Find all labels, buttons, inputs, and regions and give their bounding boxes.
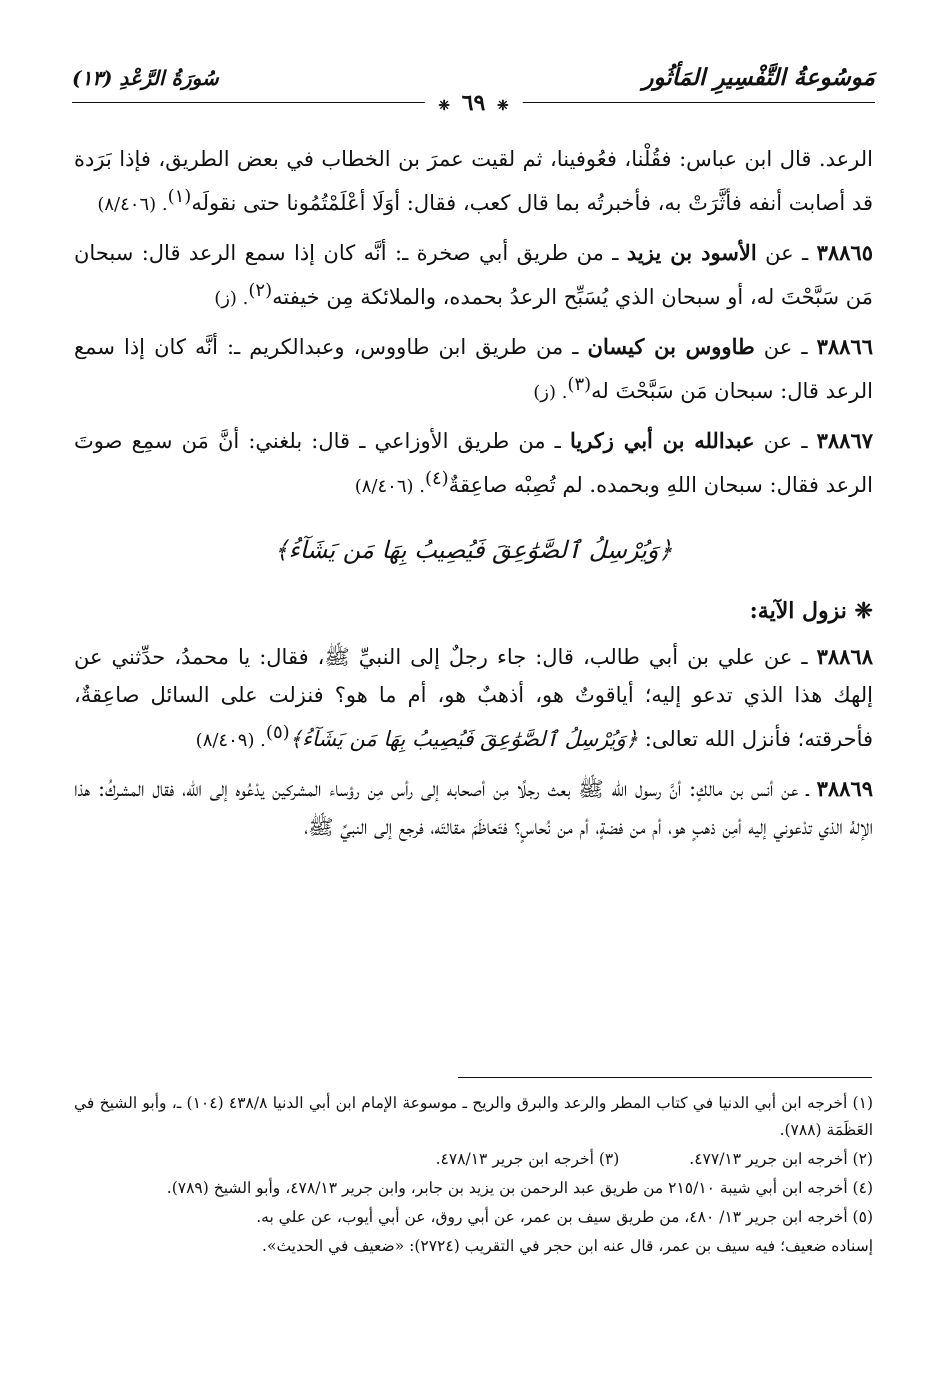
text: ـ عن: [754, 335, 817, 359]
narration-number: ٣٨٨٦٦: [816, 334, 873, 359]
volume-reference: . (٨/٤٠٩): [195, 730, 266, 751]
page-number-text: ٦٩: [461, 90, 486, 116]
footnote-rule: [458, 1077, 872, 1078]
narration-38866: [74, 328, 873, 412]
footnote-3: (٣) أخرجه ابن جرير ٤٧٨/١٣.: [435, 1150, 620, 1168]
footnote-2: (٢) أخرجه ابن جرير ٤٧٧/١٣.: [689, 1150, 873, 1168]
volume-reference: . (٨/٤٠٦): [97, 194, 168, 215]
narration-number: ٣٨٨٦٥: [816, 240, 873, 265]
narrator-name: طاووس بن كيسان: [587, 334, 755, 359]
ornament-icon: ❈: [438, 98, 451, 114]
main-text: [74, 140, 873, 856]
footnote-marker: (٥): [265, 722, 290, 743]
narration-number: ٣٨٨٦٩: [816, 776, 873, 801]
page-number: [424, 90, 522, 116]
footnote-5: (٥) أخرجه ابن جرير ١٣/ ٤٨٠، من طريق سيف بن عمر، عن أبي روق، عن أبي أيوب، عن علي به.: [256, 1208, 873, 1226]
paragraph: [74, 140, 873, 224]
footnote-marker: (٢): [248, 280, 273, 301]
quran-verse: ﴿وَيُرْسِلُ ٱلصَّوَٰعِقَ فَيُصِيبُ بِهَا مَن يَشَآءُ﴾: [274, 536, 673, 564]
section-heading: ❈ نزول الآية:: [749, 598, 873, 624]
volume-reference: . (ز): [533, 382, 568, 403]
book-title: مَوسُوعةُ التَّفْسِيرِ المَأثُور: [642, 64, 875, 91]
narrator-name: عبدالله بن أبي زكريا: [569, 428, 755, 453]
footnote-marker: (٣): [567, 374, 592, 395]
ornament-icon: ❈: [496, 98, 509, 114]
surah-title: سُورَةُ الرَّعْدِ (١٣): [72, 66, 219, 90]
narration-number: ٣٨٨٦٧: [816, 428, 874, 453]
footnote-1: (١) أخرجه ابن أبي الدنيا في كتاب المطر والرعد والبرق والريح ـ موسوعة الإمام ابن أبي الدنيا ٤٣٨/٨ (١٠٤) ـ، وأبو الشيخ في العَظَمَة (٧٨٨).: [74, 1094, 873, 1139]
narration-text: ـ عن علي بن أبي طالب، قال: جاء رجلٌ إلى النبيِّ ﷺ، فقال: يا محمدُ، حدِّثني عن إلهك هذا الذي تدعو إليه؛ أياقوتٌ هو، أذهبٌ هو، أم ما هو؟ فنزلت على السائل صاعِقةٌ، فأحرقته؛ فأنزل الله تعالى:: [74, 645, 873, 751]
narration-number: ٣٨٨٦٨: [816, 644, 873, 669]
text: ـ عن: [756, 241, 817, 265]
footnote-4: (٤) أخرجه ابن أبي شيبة ٢١٥/١٠ من طريق عبد الرحمن بن يزيد بن جابر، وابن جرير ٤٧٨/١٣، وأبو الشيخ (٧٨٩).: [166, 1179, 873, 1197]
quran-quote: ﴿وَيُرْسِلُ ٱلصَّوَٰعِقَ فَيُصِيبُ بِهَا مَن يَشَآءُ﴾: [289, 727, 639, 751]
footnote-row: [74, 1146, 873, 1173]
narration-38865: [74, 234, 873, 318]
volume-reference: . (٨/٤٠٦): [354, 476, 425, 497]
narration-text: ـ من طريق الأوزاعي ـ قال: بلغني: أنَّ مَن سمِع صوتَ الرعد فقال: سبحان اللهِ وبحمده. لم تُصِبْه صاعِقةٌ: [74, 429, 873, 497]
narration-38868: [74, 638, 873, 760]
text: ـ عن: [754, 429, 817, 453]
volume-reference: . (ز): [214, 288, 249, 309]
footnote-marker: (١): [167, 186, 192, 207]
narration-38867: [74, 422, 873, 506]
narration-text: ـ من طريق ابن طاووس، وعبدالكريم ـ: أنَّه كان إذا سمع الرعد قال: سبحان مَن سَبَّحْتَ له: [74, 335, 873, 403]
footnotes: [74, 1090, 873, 1262]
paragraph-text: الرعد. قال ابن عباس: فقُلْنا، فعُوفينا، ثم لقيت عمرَ بن الخطاب في بعض الطريق، فإذا بَرَدة قد أصابت أنفه فأثَّرَتْ به، فأخبرتُه بما قال كعب، فقال: أوَلَا أعْلَمْتُمُونا حتى نقولَه: [74, 147, 873, 215]
narrator-name: الأسود بن يزيد: [626, 240, 757, 265]
footnote-marker: (٤): [424, 468, 449, 489]
footnote-5-note: إسناده ضعيف؛ فيه سيف بن عمر، قال عنه ابن حجر في التقريب (٢٧٢٤): «ضعيف في الحديث».: [262, 1237, 873, 1255]
narration-text: ـ عن أنس بن مالكٍ: أنَّ رسول الله ﷺ بعث رجلًا مِن أصحابه إلى رأس مِن رؤساء المشركين يدْعُوه إلى الله، فقال المشركُ: هذا الإلهُ الذي تدْعوني إليه أمِن ذهبٍ هو، أم من فضةٍ، أم من نُحاسٍ؟ فتَعاظَمَ مقالتَه، فرجع إلى النبيِّ ﷺ،: [74, 777, 873, 839]
narration-text: ـ من طريق أبي صخرة ـ: أنَّه كان إذا سمع الرعد قال: سبحان مَن سَبَّحْتَ له، أو سبحان الذي يُسَبِّح الرعدُ بحمده، والملائكة مِن خيفته: [74, 241, 873, 309]
narration-38869: [74, 770, 873, 846]
